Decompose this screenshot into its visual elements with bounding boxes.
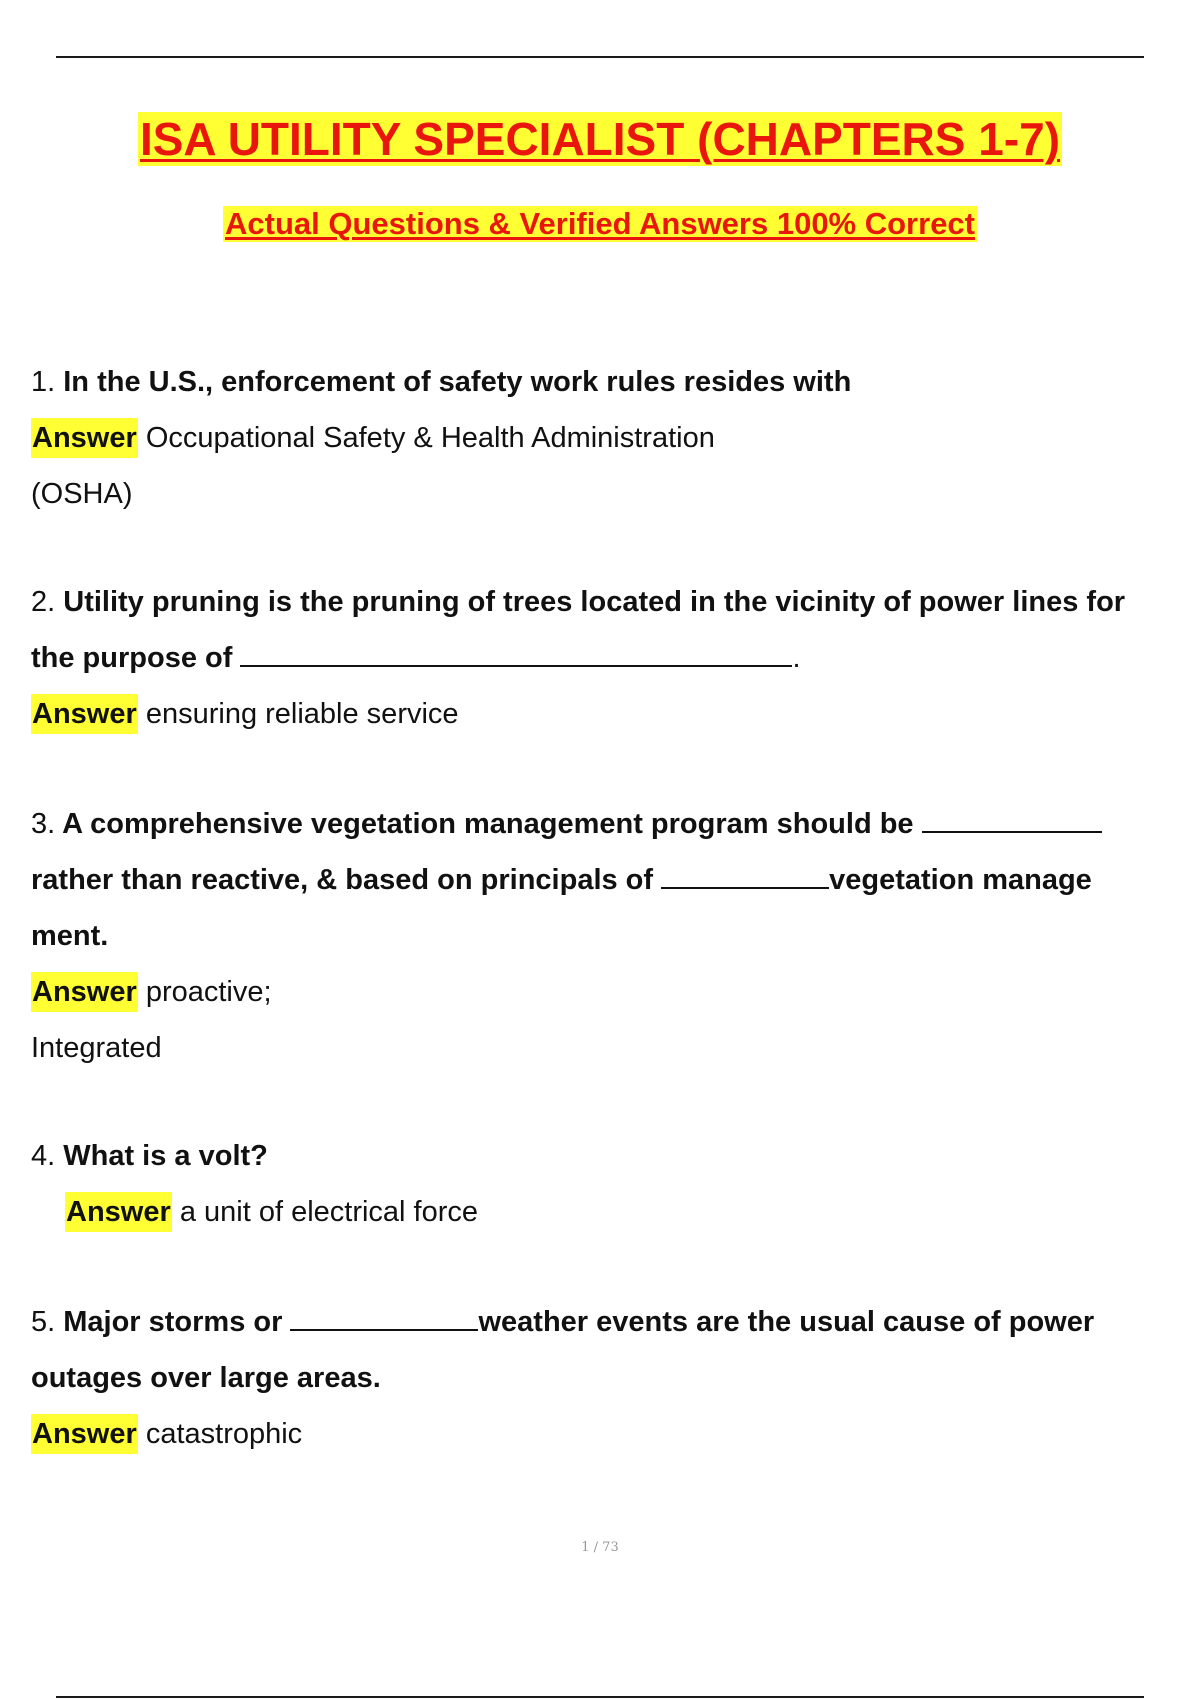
- question-body: weather events are the usual cause of power: [478, 1306, 1095, 1338]
- fill-in-blank: [922, 809, 1102, 833]
- answer-label: Answer: [31, 1414, 138, 1454]
- question-body: rather than reactive, & based on principals of: [31, 864, 654, 896]
- page-number: 1 / 73: [581, 1540, 619, 1555]
- question-body: In the U.S., enforcement of safety work rules resides with: [63, 366, 852, 398]
- answer-label: Answer: [31, 972, 138, 1012]
- fill-in-blank: [240, 643, 792, 667]
- title-block: [0, 112, 1200, 166]
- question-text-continuation: [31, 630, 1200, 686]
- question-item-4: [31, 1128, 1200, 1240]
- answer-continuation: (OSHA): [31, 478, 133, 510]
- question-body: Utility pruning is the pruning of trees located in the vicinity of power lines for: [63, 586, 1126, 618]
- question-body: vegetation manage: [829, 864, 1092, 896]
- answer-label: Answer: [65, 1192, 172, 1232]
- question-text: [31, 574, 1200, 630]
- answer-line: [31, 1184, 1200, 1240]
- answer-line: [31, 410, 1200, 466]
- question-item-3: [31, 796, 1200, 1076]
- answer-continuation: Integrated: [31, 1032, 162, 1064]
- answer-line: [31, 686, 1200, 742]
- answer-line: [31, 1406, 1200, 1462]
- subtitle-block: [0, 206, 1200, 242]
- question-text-continuation: outages over large areas.: [31, 1362, 381, 1394]
- top-rule: [56, 56, 1144, 58]
- answer-text: Occupational Safety & Health Administration: [145, 422, 715, 454]
- question-number: 2.: [31, 586, 56, 618]
- question-body: the purpose of: [31, 642, 233, 674]
- answer-text: catastrophic: [145, 1418, 303, 1450]
- answer-text: proactive;: [145, 976, 272, 1008]
- question-text: [31, 1294, 1200, 1350]
- question-item-1: [31, 354, 1200, 522]
- question-text: [31, 796, 1200, 852]
- fill-in-blank: [661, 865, 829, 889]
- question-number: 5.: [31, 1306, 56, 1338]
- bottom-rule: [56, 1696, 1144, 1698]
- document-subtitle: Actual Questions & Verified Answers 100% Correct: [225, 206, 975, 241]
- answer-label: Answer: [31, 694, 138, 734]
- answer-label: Answer: [31, 418, 138, 458]
- fill-in-blank: [290, 1307, 478, 1331]
- question-text-continuation: [31, 852, 1200, 908]
- question-number: 4.: [31, 1140, 56, 1172]
- answer-text: a unit of electrical force: [179, 1196, 479, 1228]
- document-title: ISA UTILITY SPECIALIST (CHAPTERS 1-7): [139, 113, 1061, 165]
- question-text: [31, 1128, 1200, 1184]
- question-item-5: [31, 1294, 1200, 1462]
- question-body: What is a volt?: [63, 1140, 268, 1172]
- question-item-2: [31, 574, 1200, 742]
- question-number: 1.: [31, 366, 56, 398]
- answer-line: [31, 964, 1200, 1020]
- question-body: Major storms or: [63, 1306, 283, 1338]
- question-end: .: [792, 642, 801, 674]
- answer-text: ensuring reliable service: [145, 698, 459, 730]
- question-text: [31, 354, 1200, 410]
- question-number: 3.: [31, 808, 56, 840]
- question-body: A comprehensive vegetation management program should be: [62, 808, 914, 840]
- question-text-continuation: ment.: [31, 920, 109, 952]
